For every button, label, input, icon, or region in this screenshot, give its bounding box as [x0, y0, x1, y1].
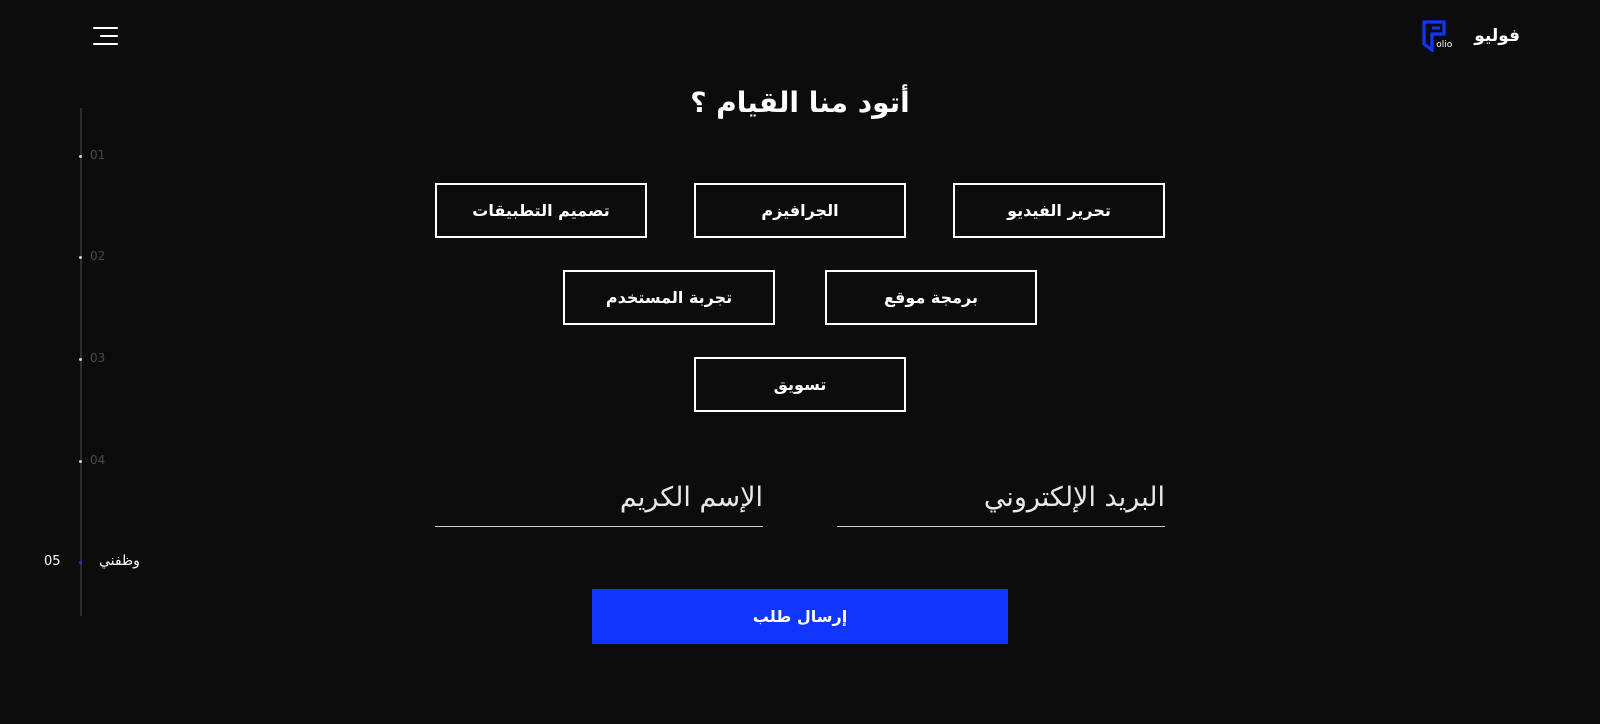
brand-name: فوليو: [1474, 26, 1520, 46]
service-graphics-button[interactable]: الجرافيزم: [694, 183, 906, 238]
service-ux-button[interactable]: تجربة المستخدم: [563, 270, 775, 325]
timeline-dot: [79, 460, 82, 463]
timeline-step-number: 02: [90, 249, 106, 263]
timeline-step-04[interactable]: [0, 451, 200, 471]
email-input[interactable]: [837, 473, 1165, 526]
timeline-dot: [79, 256, 82, 259]
timeline-dot: [79, 561, 82, 564]
menu-button[interactable]: [93, 27, 118, 45]
logo-subtext: olio: [1436, 40, 1453, 50]
timeline-step-05[interactable]: [0, 552, 200, 572]
timeline-step-01[interactable]: [0, 146, 200, 166]
page-title: أتود منا القيام ؟: [690, 86, 910, 119]
submit-request-button[interactable]: إرسال طلب: [592, 589, 1008, 644]
hamburger-icon-line: [93, 27, 118, 29]
timeline-dot: [79, 358, 82, 361]
timeline-step-number: 05: [44, 554, 61, 569]
hamburger-icon-line: [93, 43, 118, 45]
name-field: [435, 473, 763, 527]
brand[interactable]: [1422, 20, 1520, 52]
service-video-editing-button[interactable]: تحرير الفيديو: [953, 183, 1165, 238]
timeline-step-number: 03: [90, 351, 106, 365]
name-input[interactable]: [435, 473, 763, 526]
timeline-step-label: وظفني: [99, 553, 140, 569]
timeline-step-02[interactable]: [0, 247, 200, 267]
service-marketing-button[interactable]: تسويق: [694, 357, 906, 412]
service-web-programming-button[interactable]: برمجة موقع: [825, 270, 1037, 325]
timeline-step-number: 04: [90, 453, 106, 467]
service-app-design-button[interactable]: تصميم التطبيقات: [435, 183, 647, 238]
timeline-step-03[interactable]: [0, 349, 200, 369]
email-field: [837, 473, 1165, 527]
timeline-dot: [79, 155, 82, 158]
folio-logo-icon: [1422, 20, 1456, 52]
timeline-step-number: 01: [90, 148, 106, 162]
hamburger-icon-line: [100, 35, 118, 37]
